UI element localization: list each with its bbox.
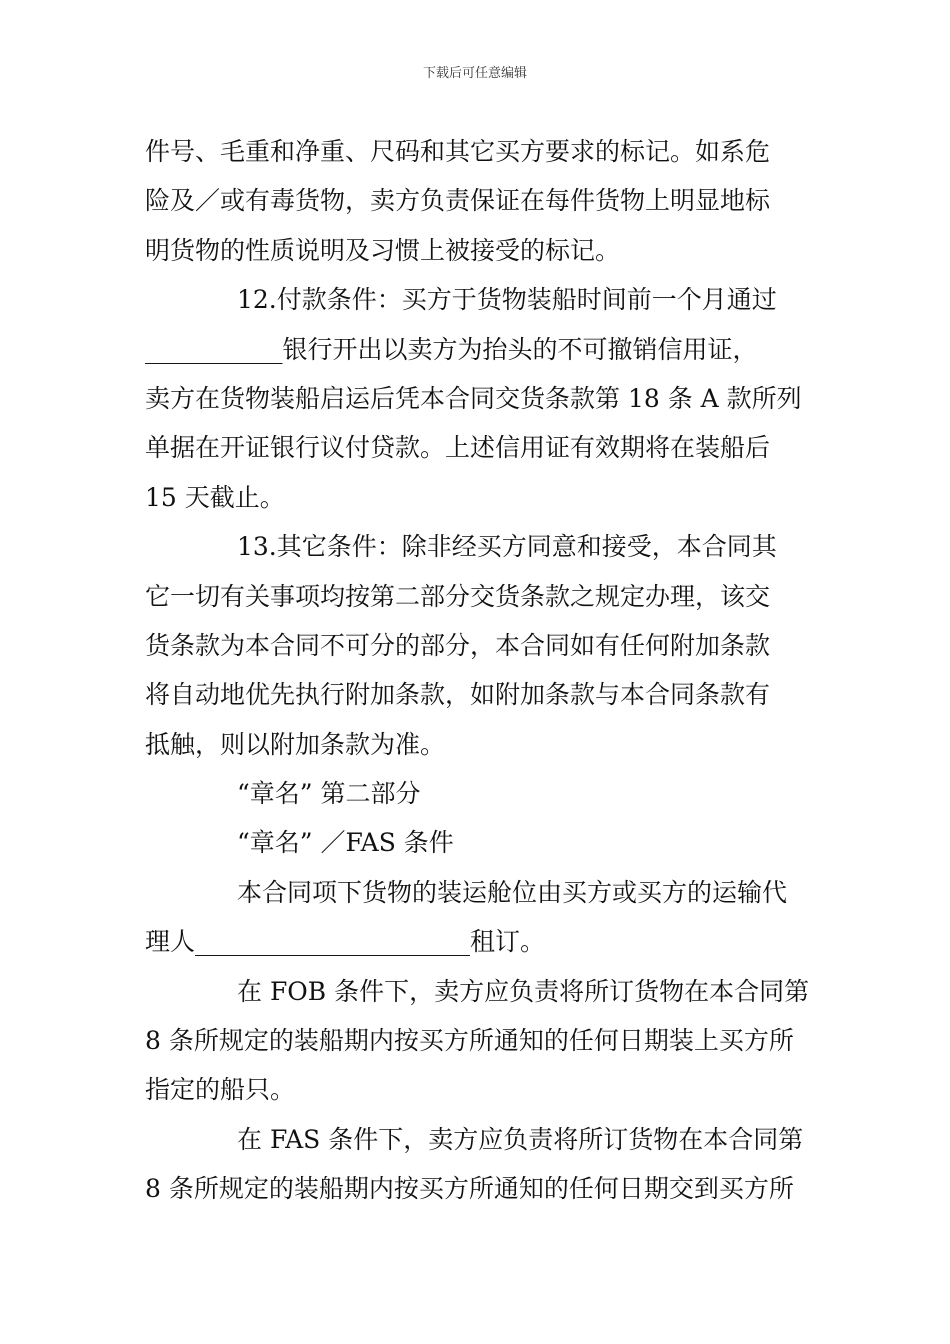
clause-12-heading: 12.付款条件：买方于货物装船时间前一个月通过 — [237, 285, 777, 315]
text-line: 将自动地优先执行附加条款，如附加条款与本合同条款有 — [145, 680, 771, 710]
text-line: ___________银行开出以卖方为抬头的不可撤销信用证， — [145, 334, 758, 364]
chapter-subtitle: “章名” ／FAS 条件 — [237, 828, 454, 858]
text-line: 它一切有关事项均按第二部分交货条款之规定办理，该交 — [145, 581, 771, 611]
text-line: 险及／或有毒货物，卖方负责保证在每件货物上明显地标 — [145, 186, 771, 216]
text-line: 15 天截止。 — [145, 482, 285, 512]
text-line: 单据在开证银行议付贷款。上述信用证有效期将在装船后 — [145, 433, 771, 463]
text-line: 明货物的性质说明及习惯上被接受的标记。 — [145, 235, 621, 265]
paragraph-start: 在 FAS 条件下，卖方应负责将所订货物在本合同第 — [237, 1124, 804, 1154]
text-line: 指定的船只。 — [145, 1075, 296, 1105]
text-line: 卖方在货物装船启运后凭本合同交货条款第 18 条 A 款所列 — [145, 383, 802, 413]
text-line: 抵触，则以附加条款为准。 — [145, 729, 446, 759]
text-line: 理人______________________租订。 — [145, 927, 546, 957]
document-body — [145, 127, 810, 1214]
paragraph-start: 在 FOB 条件下，卖方应负责将所订货物在本合同第 — [237, 976, 810, 1006]
paragraph-start: 本合同项下货物的装运舱位由买方或买方的运输代 — [237, 877, 788, 907]
text-line: 货条款为本合同不可分的部分，本合同如有任何附加条款 — [145, 630, 771, 660]
clause-13-heading: 13.其它条件：除非经买方同意和接受，本合同其 — [237, 532, 777, 562]
text-line: 8 条所规定的装船期内按买方所通知的任何日期交到买方所 — [145, 1174, 794, 1204]
chapter-title: “章名” 第二部分 — [237, 779, 421, 809]
text-line: 8 条所规定的装船期内按买方所通知的任何日期装上买方所 — [145, 1026, 794, 1056]
page-header: 下载后可任意编辑 — [422, 66, 527, 81]
text-line: 件号、毛重和净重、尺码和其它买方要求的标记。如系危 — [145, 137, 771, 166]
